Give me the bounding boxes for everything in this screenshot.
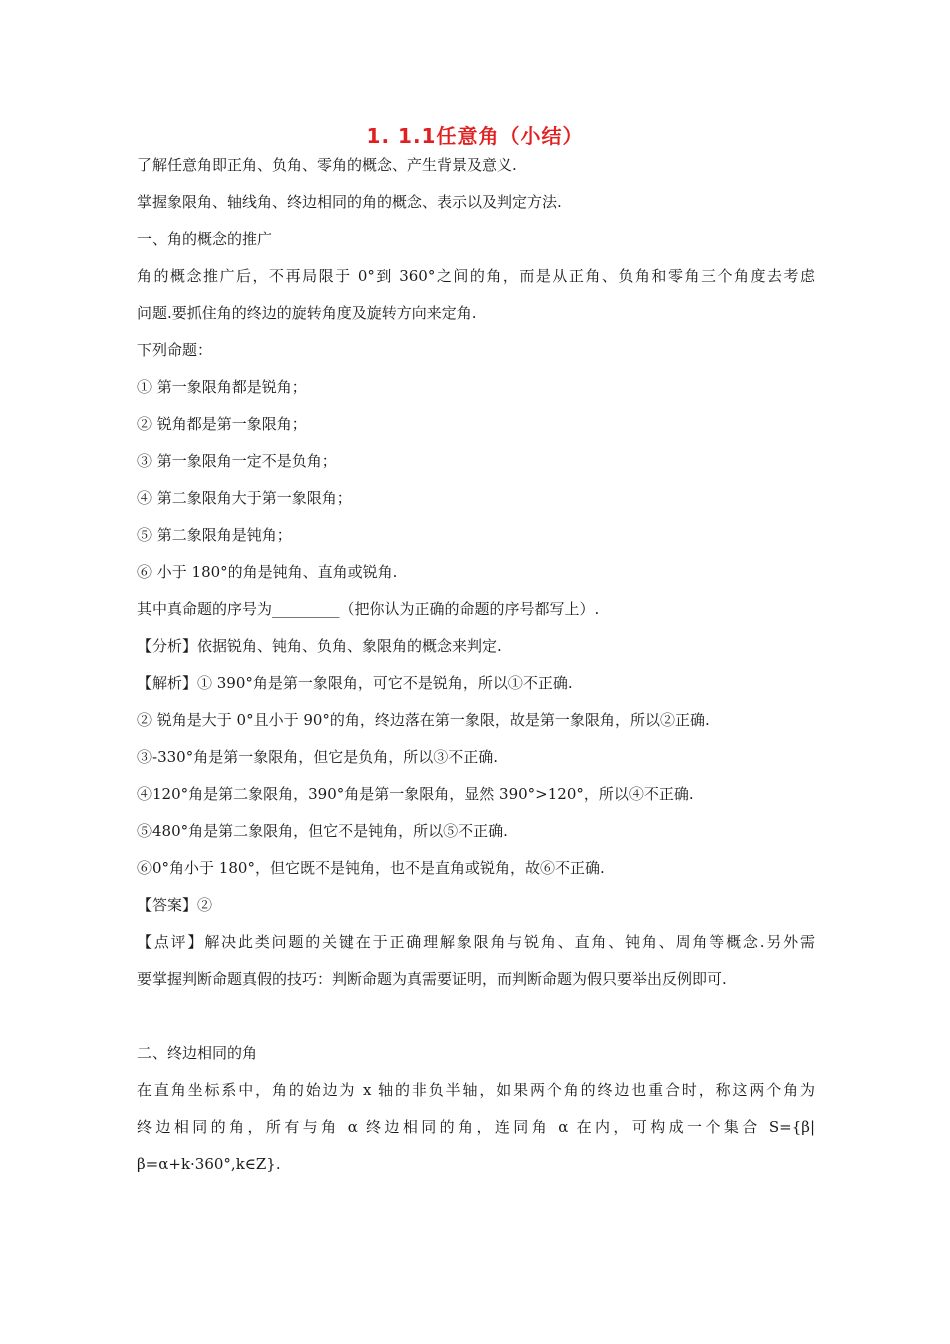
answer-line: 【答案】②	[137, 896, 213, 914]
comment-line: 要掌握判断命题真假的技巧：判断命题为真需要证明，而判断命题为假只要举出反例即可.	[137, 970, 727, 988]
section-heading: 一、角的概念的推广	[137, 230, 273, 248]
proposition-item: ① 第一象限角都是锐角；	[137, 378, 307, 396]
proposition-item: ③ 第一象限角一定不是负角；	[137, 452, 337, 470]
proposition-item: ⑥ 小于 180°的角是钝角、直角或锐角.	[137, 563, 398, 581]
solution-line: ② 锐角是大于 0°且小于 90°的角，终边落在第一象限，故是第一象限角，所以②正确.	[137, 711, 710, 729]
proposition-item: ⑤ 第二象限角是钝角；	[137, 526, 292, 544]
question-line: 其中真命题的序号为_________（把你认为正确的命题的序号都写上）.	[137, 600, 600, 618]
document-body	[137, 147, 815, 1183]
solution-line: 【解析】① 390°角是第一象限角，可它不是锐角，所以①不正确.	[137, 674, 573, 692]
paragraph-line: 了解任意角即正角、负角、零角的概念、产生背景及意义.	[137, 156, 517, 174]
solution-line: ③-330°角是第一象限角，但它是负角，所以③不正确.	[137, 748, 498, 766]
solution-line: ⑤480°角是第二象限角，但它不是钝角，所以⑤不正确.	[137, 822, 508, 840]
proposition-item: ② 锐角都是第一象限角；	[137, 415, 307, 433]
document-title: 1. 1.1任意角（小结）	[366, 124, 584, 148]
proposition-item: ④ 第二象限角大于第一象限角；	[137, 489, 352, 507]
solution-line: ⑥0°角小于 180°，但它既不是钝角，也不是直角或锐角，故⑥不正确.	[137, 859, 605, 877]
paragraph-line: 终边相同的角，所有与角 α 终边相同的角，连同角 α 在内，可构成一个集合 S={β|	[137, 1118, 815, 1136]
paragraph-line: 下列命题：	[137, 341, 213, 359]
blank-gap	[137, 998, 815, 1035]
paragraph-line: 角的概念推广后，不再局限于 0°到 360°之间的角，而是从正角、负角和零角三个角度去考虑	[137, 267, 815, 285]
paragraph-line: 掌握象限角、轴线角、终边相同的角的概念、表示以及判定方法.	[137, 193, 562, 211]
paragraph-line: 问题.要抓住角的终边的旋转角度及旋转方向来定角.	[137, 304, 477, 322]
comment-line: 【点评】解决此类问题的关键在于正确理解象限角与锐角、直角、钝角、周角等概念.另外需	[137, 933, 815, 951]
paragraph-line: 在直角坐标系中，角的始边为 x 轴的非负半轴，如果两个角的终边也重合时，称这两个角为	[137, 1081, 815, 1099]
paragraph-line: β=α+k·360°,k∈Z}.	[137, 1155, 281, 1173]
analysis-line: 【分析】依据锐角、钝角、负角、象限角的概念来判定.	[137, 637, 502, 655]
solution-line: ④120°角是第二象限角，390°角是第一象限角，显然 390°>120°，所以④不正确.	[137, 785, 694, 803]
section-heading: 二、终边相同的角	[137, 1044, 258, 1062]
